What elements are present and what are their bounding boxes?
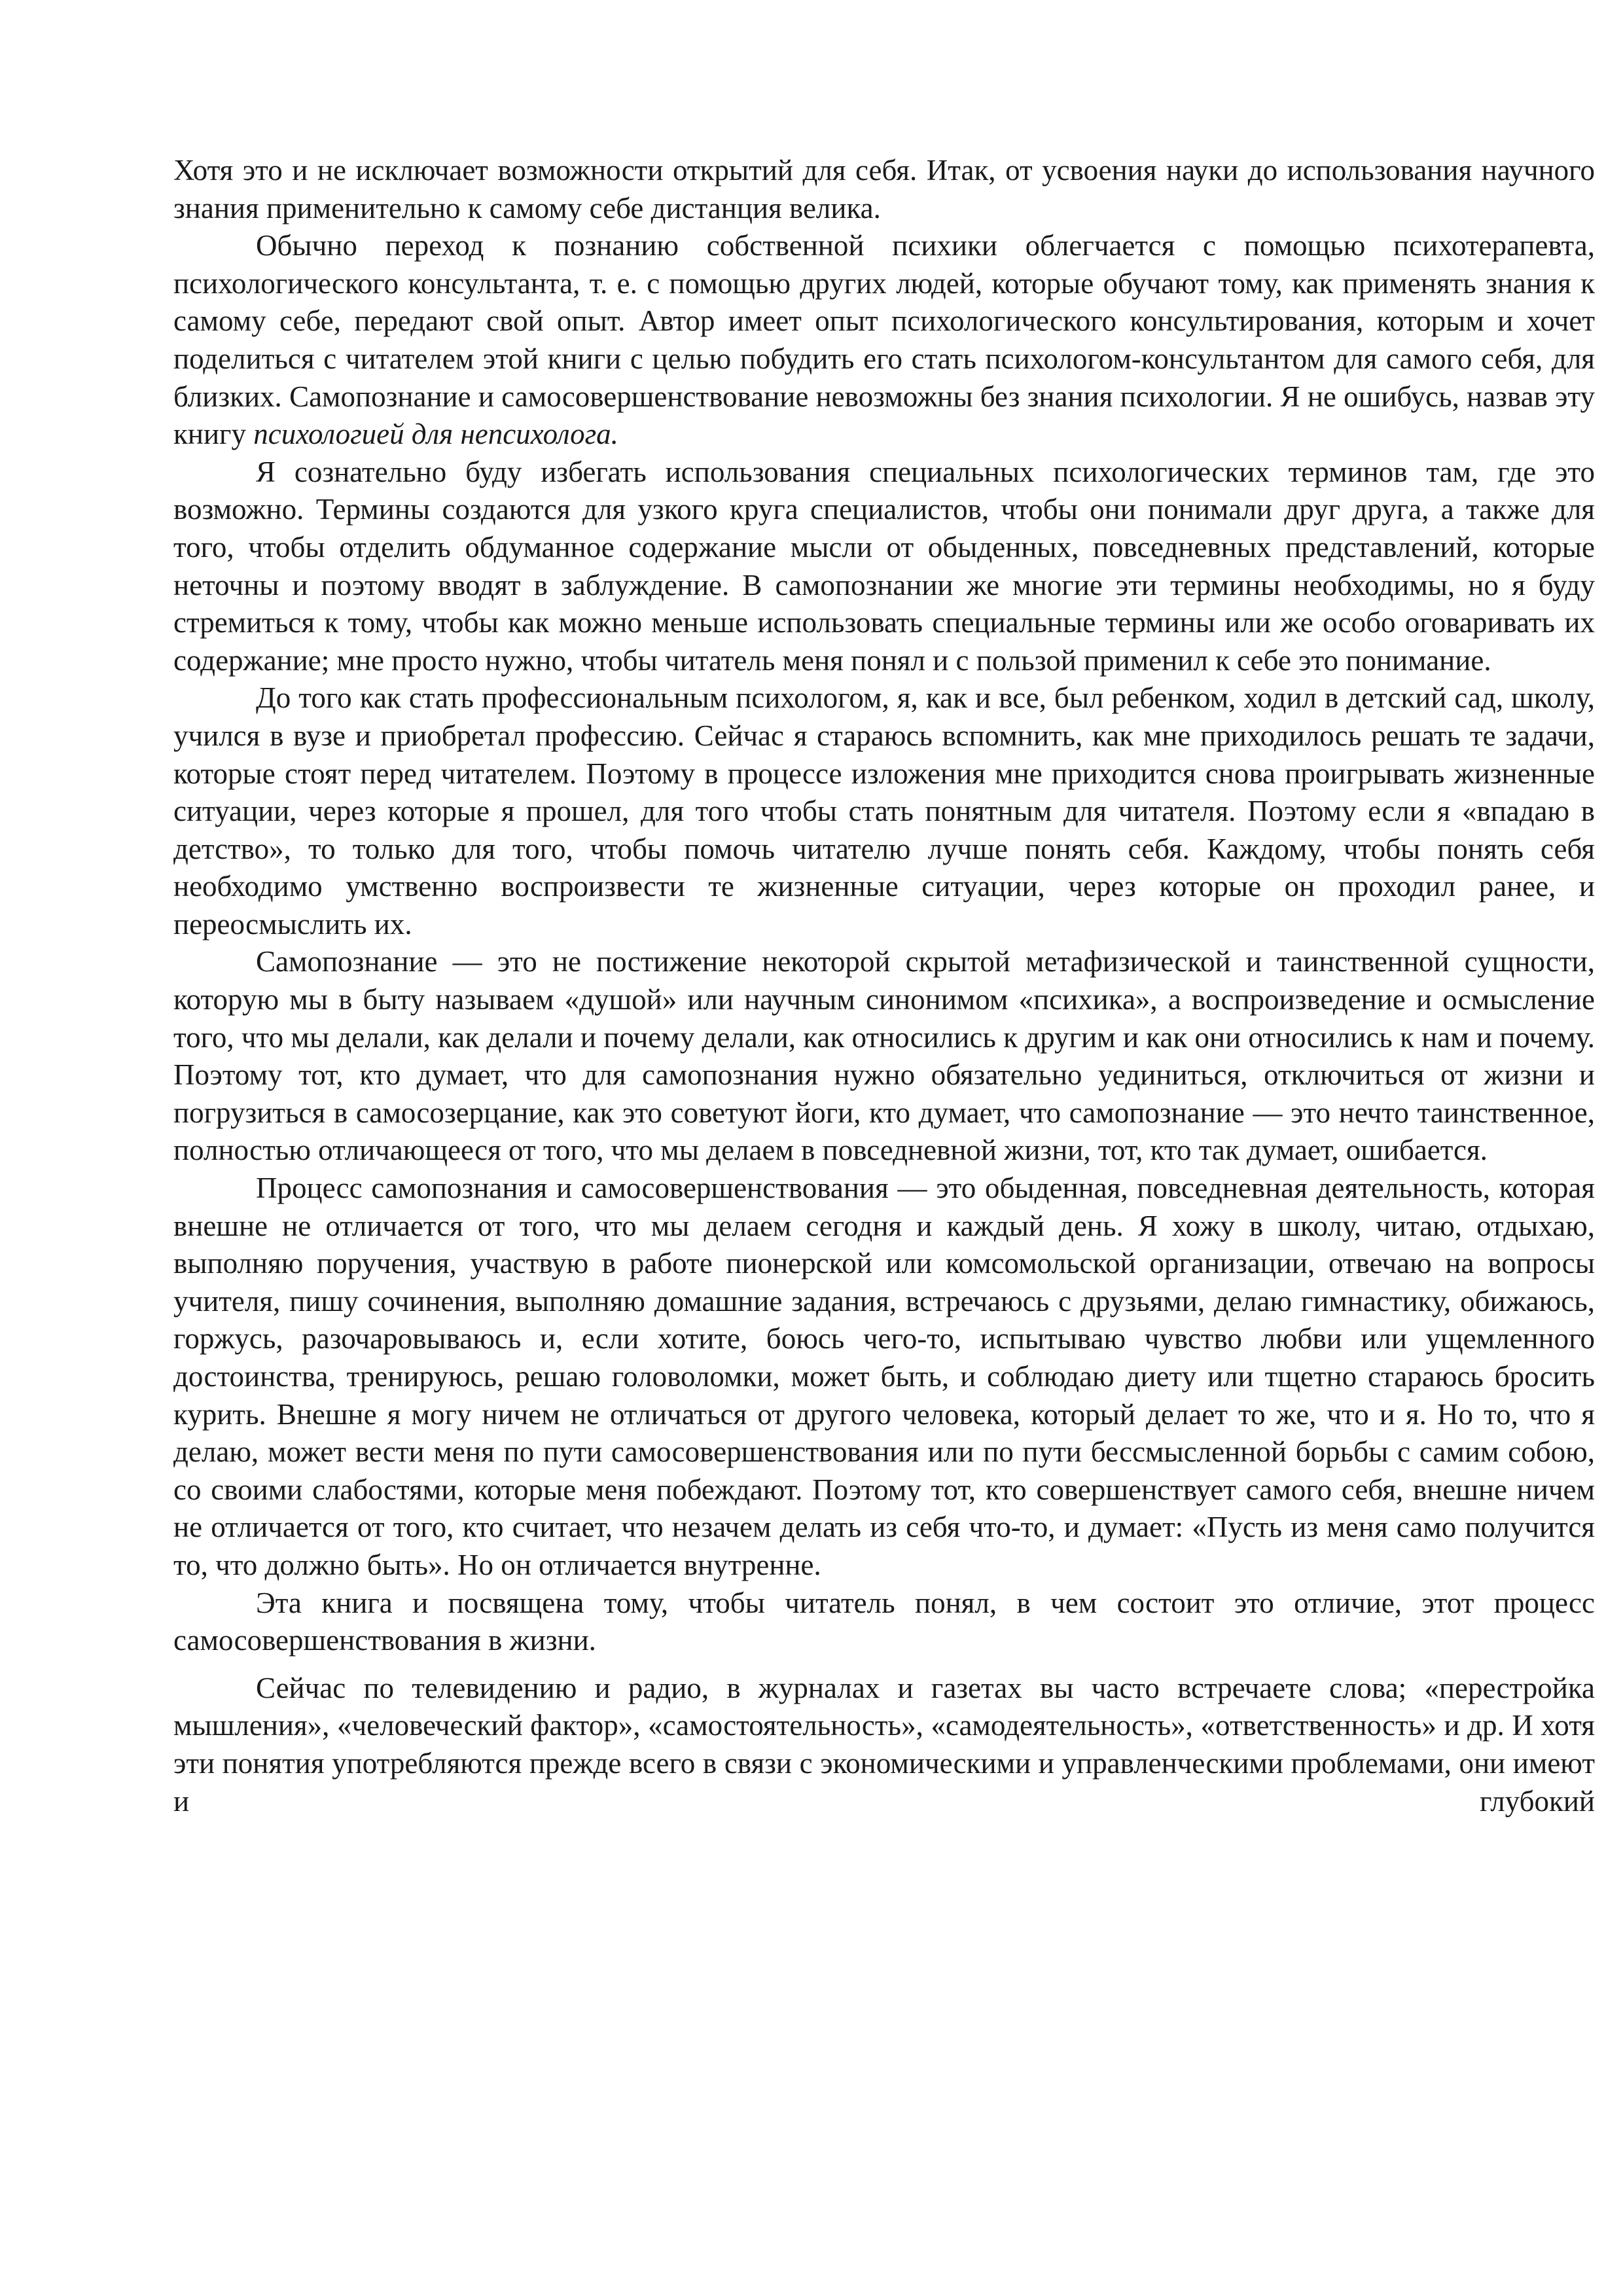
paragraph-2-italic: психологией для непсихолога.	[253, 418, 618, 451]
paragraph-2-text: Обычно переход к познанию собственной психики облегчается с помощью психотерапевта, психологического консультанта, т. е. с помощью других людей, которые обучают тому, как применять знания к самому себе, передают свой опыт. Автор имеет опыт психологического консультирования, которым и хочет поделиться с читателем этой книги с целью побудить его стать психологом-консультантом для самого себя, для близких. Самопознание и самосовершенствование невозможны без знания психологии. Я не ошибусь, назвав эту книгу	[173, 229, 1595, 451]
paragraph-6: Процесс самопознания и самосовершенствования — это обыденная, повседневная деятельность, которая внешне не отличается от того, что мы делаем сегодня и каждый день. Я хожу в школу, читаю, отдыхаю, выполняю поручения, участвую в работе пионерской или комсомольской организации, отвечаю на вопросы учителя, пишу сочинения, выполняю домашние задания, встречаюсь с друзьями, делаю гимнастику, обижаюсь, горжусь, разочаровываюсь и, если хотите, боюсь чего-то, испытываю чувство любви или ущемленного достоинства, тренируюсь, решаю головоломки, может быть, и соблюдаю диету или тщетно стараюсь бросить курить. Внешне я могу ничем не отличаться от другого человека, который делает то же, что и я. Но то, что я делаю, может вести меня по пути самосовершенствования или по пути бессмысленной борьбы с самим собою, со своими слабостями, которые меня побеждают. Поэтому тот, кто совершенствует самого себя, внешне ничем не отличается от того, кто считает, что незачем делать из себя что-то, и думает: «Пусть из меня само получится то, что должно быть». Но он отличается внутренне.	[173, 1172, 1595, 1581]
paragraph-5: Самопознание — это не постижение некоторой скрытой метафизической и таинственной сущности, которую мы в быту называем «душой» или научным синонимом «психика», а воспроизведение и осмысление того, что мы делали, как делали и почему делали, как относились к другим и как они относились к нам и почему. Поэтому тот, кто думает, что для самопознания нужно обязательно уединиться, отключиться от жизни и погрузиться в самосозерцание, как это советуют йоги, кто думает, что самопознание — это нечто таинственное, полностью отличающееся от того, что мы делаем в повседневной жизни, тот, кто так думает, ошибается.	[173, 945, 1595, 1167]
paragraph-1: Хотя это и не исключает возможности открытий для себя. Итак, от усвоения науки до использования научного знания применительно к самому себе дистанция велика.	[173, 154, 1595, 224]
paragraph-4: До того как стать профессиональным психологом, я, как и все, был ребенком, ходил в детский сад, школу, учился в вузе и приобретал профессию. Сейчас я стараюсь вспомнить, как мне приходилось решать те задачи, которые стоят перед читателем. Поэтому в процессе изложения мне приходится снова проигрывать жизненные ситуации, через которые я прошел, для того чтобы стать понятным для читателя. Поэтому если я «впадаю в детство», то только для того, чтобы помочь читателю лучше понять себя. Каждому, чтобы понять себя необходимо умственно воспроизвести те жизненные ситуации, через которые он проходил ранее, и переосмыслить их.	[173, 681, 1595, 941]
paragraph-2	[173, 227, 1595, 454]
paragraph-7: Эта книга и посвящена тому, чтобы читатель понял, в чем состоит это отличие, этот процесс самосовершенствования в жизни.	[173, 1586, 1595, 1657]
paragraph-8: Сейчас по телевидению и радио, в журналах и газетах вы часто встречаете слова; «перестройка мышления», «человеческий фактор», «самостоятельность», «самодеятельность», «ответственность» и др. И хотя эти понятия употребляются прежде всего в связи с экономическими и управленческими проблемами, они имеют и глубокий	[173, 1671, 1595, 1818]
document-page	[173, 152, 1595, 1820]
paragraph-3: Я сознательно буду избегать использования специальных психологических терминов там, где это возможно. Термины создаются для узкого круга специалистов, чтобы они понимали друг друга, а также для того, чтобы отделить обдуманное содержание мысли от обыденных, повседневных представлений, которые неточны и поэтому вводят в заблуждение. В самопознании же многие эти термины необходимы, но я буду стремиться к тому, чтобы как можно меньше использовать специальные термины или же особо оговаривать их содержание; мне просто нужно, чтобы читатель меня понял и с пользой применил к себе это понимание.	[173, 455, 1595, 677]
